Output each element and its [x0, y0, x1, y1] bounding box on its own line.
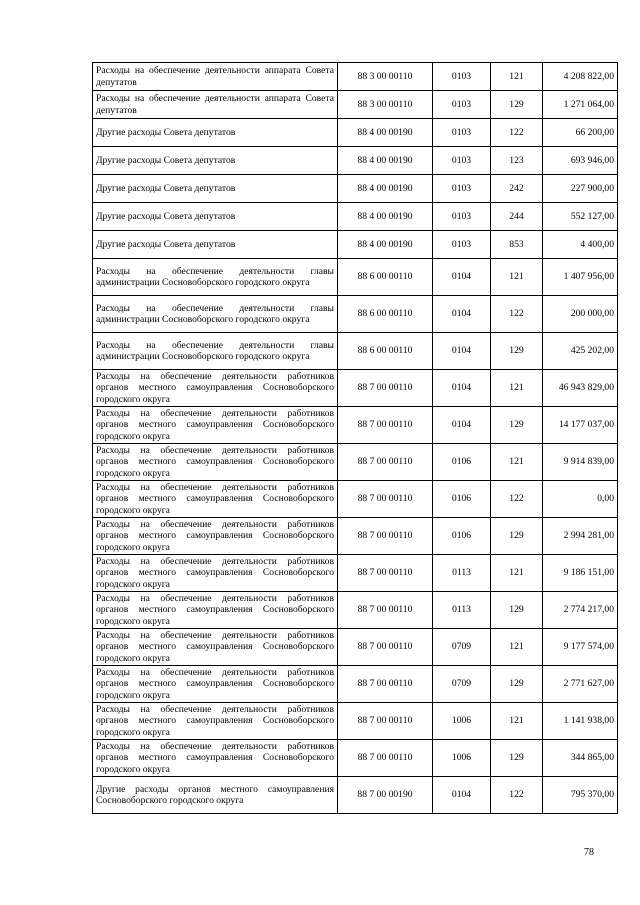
- expense-type-code-cell: 121: [491, 629, 543, 666]
- table-row: [93, 666, 618, 703]
- table-row: [93, 444, 618, 481]
- table-row: [93, 555, 618, 592]
- expense-description-cell: Другие расходы Совета депутатов: [93, 175, 338, 203]
- expense-type-code-cell: 129: [491, 518, 543, 555]
- amount-cell: 9 186 151,00: [543, 555, 618, 592]
- section-code-cell: 0113: [433, 555, 491, 592]
- expense-type-code-cell: 129: [491, 91, 543, 119]
- expense-description-cell: Расходы на обеспечение деятельности аппарата Совета депутатов: [93, 63, 338, 91]
- target-article-code-cell: 88 7 00 00190: [338, 777, 433, 814]
- table-row: [93, 333, 618, 370]
- amount-cell: 14 177 037,00: [543, 407, 618, 444]
- amount-cell: 9 177 574,00: [543, 629, 618, 666]
- expense-type-code-cell: 121: [491, 444, 543, 481]
- amount-cell: 795 370,00: [543, 777, 618, 814]
- section-code-cell: 0104: [433, 333, 491, 370]
- budget-table-body: [93, 63, 618, 814]
- section-code-cell: 0103: [433, 231, 491, 259]
- expense-type-code-cell: 122: [491, 296, 543, 333]
- table-row: [93, 203, 618, 231]
- amount-cell: 2 771 627,00: [543, 666, 618, 703]
- section-code-cell: 0104: [433, 259, 491, 296]
- expense-description-cell: Расходы на обеспечение деятельности работников органов местного самоуправления Сосновоборского городского округа: [93, 555, 338, 592]
- table-row: [93, 147, 618, 175]
- expense-type-code-cell: 244: [491, 203, 543, 231]
- target-article-code-cell: 88 7 00 00110: [338, 555, 433, 592]
- expense-description-cell: Расходы на обеспечение деятельности аппарата Совета депутатов: [93, 91, 338, 119]
- expense-description-cell: Другие расходы Совета депутатов: [93, 203, 338, 231]
- expense-description-cell: Расходы на обеспечение деятельности главы администрации Сосновоборского городского округа: [93, 259, 338, 296]
- expense-type-code-cell: 121: [491, 555, 543, 592]
- section-code-cell: 0103: [433, 91, 491, 119]
- target-article-code-cell: 88 4 00 00190: [338, 175, 433, 203]
- amount-cell: 66 200,00: [543, 119, 618, 147]
- expense-description-cell: Другие расходы Совета депутатов: [93, 231, 338, 259]
- amount-cell: 200 000,00: [543, 296, 618, 333]
- expense-type-code-cell: 129: [491, 666, 543, 703]
- expense-description-cell: Расходы на обеспечение деятельности работников органов местного самоуправления Сосновоборского городского округа: [93, 592, 338, 629]
- amount-cell: 0,00: [543, 481, 618, 518]
- target-article-code-cell: 88 6 00 00110: [338, 296, 433, 333]
- expense-description-cell: Расходы на обеспечение деятельности работников органов местного самоуправления Сосновоборского городского округа: [93, 481, 338, 518]
- expense-description-cell: Другие расходы органов местного самоуправления Сосновоборского городского округа: [93, 777, 338, 814]
- target-article-code-cell: 88 6 00 00110: [338, 333, 433, 370]
- target-article-code-cell: 88 4 00 00190: [338, 203, 433, 231]
- section-code-cell: 0113: [433, 592, 491, 629]
- expense-description-cell: Расходы на обеспечение деятельности работников органов местного самоуправления Сосновоборского городского округа: [93, 444, 338, 481]
- amount-cell: 2 994 281,00: [543, 518, 618, 555]
- amount-cell: 552 127,00: [543, 203, 618, 231]
- section-code-cell: 0103: [433, 175, 491, 203]
- amount-cell: 693 946,00: [543, 147, 618, 175]
- table-row: [93, 703, 618, 740]
- section-code-cell: 0103: [433, 203, 491, 231]
- amount-cell: 46 943 829,00: [543, 370, 618, 407]
- amount-cell: 227 900,00: [543, 175, 618, 203]
- section-code-cell: 1006: [433, 703, 491, 740]
- amount-cell: 1 407 956,00: [543, 259, 618, 296]
- target-article-code-cell: 88 7 00 00110: [338, 703, 433, 740]
- section-code-cell: 0104: [433, 370, 491, 407]
- expense-type-code-cell: 121: [491, 703, 543, 740]
- target-article-code-cell: 88 7 00 00110: [338, 666, 433, 703]
- table-row: [93, 629, 618, 666]
- table-row: [93, 740, 618, 777]
- target-article-code-cell: 88 7 00 00110: [338, 370, 433, 407]
- target-article-code-cell: 88 4 00 00190: [338, 231, 433, 259]
- target-article-code-cell: 88 4 00 00190: [338, 147, 433, 175]
- expense-description-cell: Расходы на обеспечение деятельности работников органов местного самоуправления Сосновоборского городского округа: [93, 629, 338, 666]
- section-code-cell: 1006: [433, 740, 491, 777]
- table-row: [93, 481, 618, 518]
- section-code-cell: 0104: [433, 407, 491, 444]
- expense-type-code-cell: 129: [491, 333, 543, 370]
- expense-type-code-cell: 853: [491, 231, 543, 259]
- expense-description-cell: Расходы на обеспечение деятельности работников органов местного самоуправления Сосновоборского городского округа: [93, 370, 338, 407]
- target-article-code-cell: 88 7 00 00110: [338, 518, 433, 555]
- table-row: [93, 296, 618, 333]
- target-article-code-cell: 88 7 00 00110: [338, 407, 433, 444]
- target-article-code-cell: 88 3 00 00110: [338, 91, 433, 119]
- expense-description-cell: Другие расходы Совета депутатов: [93, 147, 338, 175]
- amount-cell: 344 865,00: [543, 740, 618, 777]
- expense-description-cell: Расходы на обеспечение деятельности работников органов местного самоуправления Сосновоборского городского округа: [93, 666, 338, 703]
- expense-type-code-cell: 123: [491, 147, 543, 175]
- section-code-cell: 0106: [433, 518, 491, 555]
- amount-cell: 4 208 822,00: [543, 63, 618, 91]
- expense-type-code-cell: 242: [491, 175, 543, 203]
- table-row: [93, 518, 618, 555]
- table-row: [93, 370, 618, 407]
- expense-description-cell: Расходы на обеспечение деятельности работников органов местного самоуправления Сосновоборского городского округа: [93, 703, 338, 740]
- section-code-cell: 0104: [433, 296, 491, 333]
- expense-description-cell: Расходы на обеспечение деятельности работников органов местного самоуправления Сосновоборского городского округа: [93, 518, 338, 555]
- page-number: 78: [584, 847, 594, 858]
- section-code-cell: 0709: [433, 629, 491, 666]
- expense-description-cell: Расходы на обеспечение деятельности главы администрации Сосновоборского городского округа: [93, 296, 338, 333]
- amount-cell: 2 774 217,00: [543, 592, 618, 629]
- table-row: [93, 91, 618, 119]
- target-article-code-cell: 88 7 00 00110: [338, 592, 433, 629]
- expense-type-code-cell: 121: [491, 370, 543, 407]
- section-code-cell: 0709: [433, 666, 491, 703]
- expense-type-code-cell: 121: [491, 63, 543, 91]
- target-article-code-cell: 88 6 00 00110: [338, 259, 433, 296]
- target-article-code-cell: 88 7 00 00110: [338, 740, 433, 777]
- expense-type-code-cell: 129: [491, 407, 543, 444]
- table-row: [93, 119, 618, 147]
- amount-cell: 1 141 938,00: [543, 703, 618, 740]
- section-code-cell: 0106: [433, 444, 491, 481]
- amount-cell: 425 202,00: [543, 333, 618, 370]
- table-row: [93, 592, 618, 629]
- expense-description-cell: Другие расходы Совета депутатов: [93, 119, 338, 147]
- budget-table: [92, 62, 618, 814]
- expense-type-code-cell: 121: [491, 259, 543, 296]
- section-code-cell: 0103: [433, 63, 491, 91]
- expense-type-code-cell: 122: [491, 481, 543, 518]
- amount-cell: 9 914 839,00: [543, 444, 618, 481]
- table-row: [93, 259, 618, 296]
- expense-type-code-cell: 122: [491, 119, 543, 147]
- target-article-code-cell: 88 7 00 00110: [338, 444, 433, 481]
- target-article-code-cell: 88 4 00 00190: [338, 119, 433, 147]
- expense-description-cell: Расходы на обеспечение деятельности работников органов местного самоуправления Сосновоборского городского округа: [93, 740, 338, 777]
- section-code-cell: 0103: [433, 119, 491, 147]
- table-row: [93, 63, 618, 91]
- target-article-code-cell: 88 7 00 00110: [338, 481, 433, 518]
- target-article-code-cell: 88 7 00 00110: [338, 629, 433, 666]
- amount-cell: 1 271 064,00: [543, 91, 618, 119]
- expense-type-code-cell: 129: [491, 592, 543, 629]
- section-code-cell: 0103: [433, 147, 491, 175]
- target-article-code-cell: 88 3 00 00110: [338, 63, 433, 91]
- section-code-cell: 0104: [433, 777, 491, 814]
- table-row: [93, 407, 618, 444]
- section-code-cell: 0106: [433, 481, 491, 518]
- table-row: [93, 231, 618, 259]
- expense-description-cell: Расходы на обеспечение деятельности работников органов местного самоуправления Сосновоборского городского округа: [93, 407, 338, 444]
- table-row: [93, 175, 618, 203]
- amount-cell: 4 400,00: [543, 231, 618, 259]
- expense-description-cell: Расходы на обеспечение деятельности главы администрации Сосновоборского городского округа: [93, 333, 338, 370]
- expense-type-code-cell: 122: [491, 777, 543, 814]
- table-row: [93, 777, 618, 814]
- expense-type-code-cell: 129: [491, 740, 543, 777]
